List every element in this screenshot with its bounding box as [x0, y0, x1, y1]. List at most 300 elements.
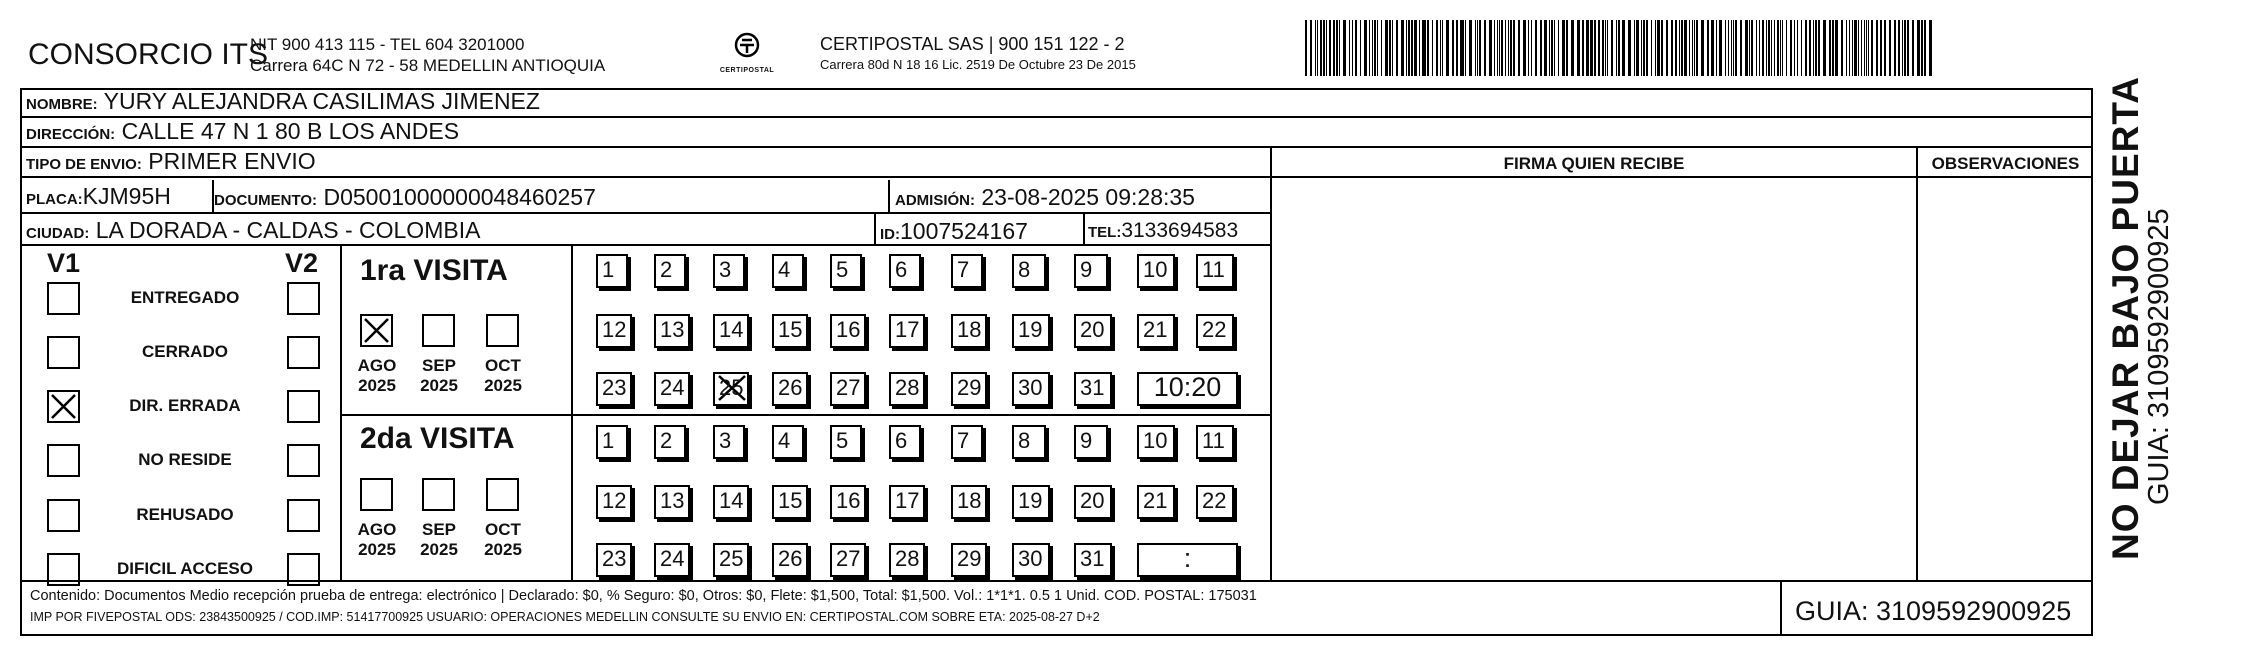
visit1-day[interactable]: 24: [654, 372, 690, 406]
barcode-bar: [1460, 20, 1461, 76]
barcode-bar: [1671, 20, 1673, 76]
barcode-bar: [1475, 20, 1477, 76]
barcode-bar: [1369, 20, 1370, 76]
document-number: D05001000000048460257: [323, 184, 596, 210]
visit2-day[interactable]: 21: [1137, 485, 1175, 519]
visit1-day[interactable]: 29: [951, 372, 987, 406]
visit2-day[interactable]: 8: [1012, 425, 1046, 459]
divider: [1270, 176, 2093, 178]
sender-name: CONSORCIO ITS: [28, 38, 269, 71]
id-cell: ID:1007524167: [880, 218, 1028, 244]
visit2-month-label: [478, 520, 528, 560]
barcode-bar: [1315, 20, 1316, 76]
visit1-day[interactable]: 12: [596, 314, 632, 348]
visit2-day[interactable]: 30: [1012, 543, 1050, 577]
barcode-bar: [1562, 20, 1565, 76]
barcode-bar: [1871, 20, 1873, 76]
side-guia: GUIA: 3109592900925: [2143, 208, 2175, 505]
city: LA DORADA - CALDAS - COLOMBIA: [95, 217, 481, 243]
visit1-day[interactable]: 5: [830, 254, 862, 288]
observaciones-header: OBSERVACIONES: [1931, 154, 2080, 173]
sender-nit: NIT 900 413 115 - TEL 604 3201000: [250, 35, 525, 54]
visit1-month-checkbox[interactable]: [422, 314, 455, 347]
visit2-day[interactable]: 9: [1074, 425, 1108, 459]
barcode-bar: [1510, 20, 1512, 76]
month-year: 2025: [358, 540, 396, 559]
visit1-day[interactable]: 2: [654, 254, 686, 288]
barcode-bar: [1540, 20, 1542, 76]
visit2-day[interactable]: 28: [889, 543, 925, 577]
barcode-bar: [1694, 20, 1695, 76]
barcode-bar: [1419, 20, 1420, 76]
visit2-month-label: [352, 520, 402, 560]
barcode-bar: [1549, 20, 1551, 76]
barcode-bar: [1392, 20, 1393, 76]
barcode-bar: [1657, 20, 1660, 76]
barcode-bar: [1594, 20, 1597, 76]
barcode-bar: [1535, 20, 1537, 76]
visit1-day[interactable]: 8: [1012, 254, 1046, 288]
v1-checkbox[interactable]: [47, 499, 80, 532]
barcode-bar: [1505, 20, 1506, 76]
barcode-bar: [1835, 20, 1838, 76]
barcode-bar: [1797, 20, 1799, 76]
barcode-bar: [1759, 20, 1760, 76]
barcode-bar: [1766, 20, 1767, 76]
barcode-bar: [1805, 20, 1807, 76]
barcode-bar: [1523, 20, 1526, 76]
month-name: OCT: [485, 356, 521, 375]
visit1-time[interactable]: 10:20: [1137, 372, 1238, 406]
side-warning: NO DEJAR BAJO PUERTA: [2105, 76, 2146, 560]
v2-header: V2: [285, 248, 319, 278]
barcode-bar: [1320, 20, 1322, 76]
barcode-bar: [1469, 20, 1472, 76]
visit1-day[interactable]: 9: [1074, 254, 1108, 288]
carrier-name: CERTIPOSTAL SAS | 900 151 122 - 2: [820, 34, 1125, 54]
barcode-bar: [1876, 20, 1878, 76]
barcode-bar: [1854, 20, 1857, 76]
barcode-bar: [1780, 20, 1781, 76]
v2-checkbox[interactable]: [287, 553, 320, 586]
status-label: DIR. ERRADA: [129, 396, 241, 415]
visit2-month-label: [414, 520, 464, 560]
month-year: 2025: [484, 376, 522, 395]
barcode-bar: [1544, 20, 1547, 76]
visit1-month-checkbox[interactable]: [360, 314, 393, 347]
barcode-bar: [1849, 20, 1851, 76]
barcode-bar: [1696, 20, 1699, 76]
barcode-bar: [1377, 20, 1378, 76]
barcode-bar: [1440, 20, 1441, 76]
recipient-address: CALLE 47 N 1 80 B LOS ANDES: [121, 118, 460, 144]
visit2-day[interactable]: 1: [596, 425, 628, 459]
recipient-id: 1007524167: [900, 218, 1028, 244]
barcode-bar: [1577, 20, 1580, 76]
barcode-bar: [1904, 20, 1907, 76]
barcode-bar: [1675, 20, 1677, 76]
barcode-bar: [1427, 20, 1429, 76]
visit2-day[interactable]: 29: [951, 543, 987, 577]
barcode-bar: [1423, 20, 1426, 76]
status-label: REHUSADO: [136, 505, 234, 524]
row-nombre: NOMBRE: YURY ALEJANDRA CASILIMAS JIMENEZ: [20, 88, 2093, 118]
barcode-bar: [1912, 20, 1914, 76]
divider: [571, 246, 573, 580]
barcode-bar: [1711, 20, 1714, 76]
barcode-bar: [1489, 20, 1492, 76]
barcode-bar: [1582, 20, 1585, 76]
barcode-bar: [1866, 20, 1867, 76]
barcode-bar: [1432, 20, 1433, 76]
barcode-bar: [1868, 20, 1869, 76]
barcode-bar: [1571, 20, 1574, 76]
barcode-bar: [1661, 20, 1663, 76]
barcode-bar: [1385, 20, 1388, 76]
barcode-bar: [1719, 20, 1722, 76]
barcode-bar: [1329, 20, 1332, 76]
visit2-day[interactable]: 14: [713, 485, 749, 519]
barcode-bar: [1528, 20, 1529, 76]
barcode-bar: [1336, 20, 1338, 76]
barcode-bar: [1628, 20, 1631, 76]
barcode-bar: [1902, 20, 1903, 76]
visit1-month-label: [352, 356, 402, 396]
visit2-day[interactable]: 10: [1137, 425, 1175, 459]
barcode-bar: [1567, 20, 1568, 76]
barcode-bar: [1497, 20, 1498, 76]
admission-date: 23-08-2025 09:28:35: [981, 184, 1195, 210]
visit1-day[interactable]: 31: [1074, 372, 1112, 406]
divider: [20, 580, 2093, 582]
barcode-bar: [1484, 20, 1486, 76]
visit1-day[interactable]: 6: [889, 254, 921, 288]
barcode-bar: [1716, 20, 1717, 76]
visit2-day[interactable]: 18: [951, 485, 987, 519]
visit2-day[interactable]: 20: [1074, 485, 1112, 519]
recipient-phone: 3133694583: [1121, 219, 1239, 242]
visit2-day[interactable]: 25: [713, 543, 749, 577]
barcode-bar: [1364, 20, 1367, 76]
visit2-day[interactable]: 16: [830, 485, 866, 519]
barcode-bar: [1551, 20, 1553, 76]
barcode-bar: [1666, 20, 1669, 76]
shipment-type: PRIMER ENVIO: [148, 148, 316, 174]
barcode-bar: [1452, 20, 1454, 76]
visit1-month-checkbox[interactable]: [486, 314, 519, 347]
visit2-day[interactable]: 15: [772, 485, 808, 519]
barcode-bar: [1401, 20, 1404, 76]
barcode-bar: [1461, 20, 1464, 76]
barcode-bar: [1605, 20, 1606, 76]
visit2-day[interactable]: 27: [830, 543, 866, 577]
barcode-bar: [1374, 20, 1376, 76]
firma-header: FIRMA QUIEN RECIBE: [1503, 154, 1685, 173]
barcode-bar: [1790, 20, 1792, 76]
divider: [874, 214, 876, 246]
barcode-bar: [1929, 20, 1932, 76]
barcode-bar: [1499, 20, 1500, 76]
v2-checkbox[interactable]: [287, 444, 320, 477]
barcode-bar: [1518, 20, 1520, 76]
barcode-bar: [1894, 20, 1896, 76]
barcode-bar: [1692, 20, 1693, 76]
visit1-day[interactable]: 26: [772, 372, 808, 406]
barcode-bar: [1733, 20, 1734, 76]
footer-guia: GUIA: 3109592900925: [1795, 596, 2072, 626]
barcode-bar: [1749, 20, 1750, 76]
visit1-day[interactable]: 30: [1012, 372, 1050, 406]
visit1-day[interactable]: 22: [1196, 314, 1234, 348]
barcode-bar: [1864, 20, 1865, 76]
barcode-bar: [1756, 20, 1757, 76]
barcode-bar: [1636, 20, 1639, 76]
barcode-bar: [1740, 20, 1743, 76]
status-label: DIFICIL ACCESO: [116, 559, 253, 578]
status-label: NO RESIDE: [138, 450, 232, 469]
visit2-day[interactable]: 26: [772, 543, 808, 577]
v2-checkbox[interactable]: [287, 390, 320, 423]
month-name: AGO: [357, 520, 397, 539]
divider: [340, 246, 342, 580]
barcode-bar: [1590, 20, 1593, 76]
barcode-bar: [1558, 20, 1559, 76]
barcode-bar: [1774, 20, 1775, 76]
barcode-bar: [1762, 20, 1764, 76]
barcode-bar: [1501, 20, 1503, 76]
barcode-bar: [1323, 20, 1325, 76]
month-name: SEP: [421, 356, 457, 375]
barcode-bar: [1479, 20, 1481, 76]
v1-checkbox[interactable]: [47, 553, 80, 586]
barcode-bar: [1349, 20, 1351, 76]
barcode-bar: [1782, 20, 1783, 76]
barcode-bar: [1735, 20, 1737, 76]
visit2-day[interactable]: 6: [889, 425, 921, 459]
barcode-bar: [1889, 20, 1892, 76]
visit2-day[interactable]: 24: [654, 543, 690, 577]
visit2-day[interactable]: 7: [951, 425, 983, 459]
barcode-bar: [1846, 20, 1847, 76]
visit2-day[interactable]: 22: [1196, 485, 1234, 519]
month-name: SEP: [421, 520, 457, 539]
v1-checkbox[interactable]: [47, 444, 80, 477]
visit2-month-checkbox[interactable]: [486, 478, 519, 511]
status-label: CERRADO: [142, 342, 228, 361]
barcode-bar: [1389, 20, 1392, 76]
month-name: AGO: [357, 356, 397, 375]
month-year: 2025: [358, 376, 396, 395]
visit2-day[interactable]: 12: [596, 485, 632, 519]
visit1-day[interactable]: 16: [830, 314, 866, 348]
visit2-title: 2da VISITA: [360, 422, 515, 455]
barcode-bar: [1924, 20, 1926, 76]
barcode-bar: [1494, 20, 1496, 76]
barcode-bar: [1801, 20, 1802, 76]
visit2-day[interactable]: 2: [654, 425, 686, 459]
divider: [1780, 580, 1782, 636]
row-placa: PLACA:KJM95H: [20, 178, 1270, 214]
row-tipo: TIPO DE ENVIO: PRIMER ENVIO: [20, 148, 1270, 178]
visit1-day[interactable]: 3: [713, 254, 745, 288]
certipostal-logo: CERTIPOSTAL: [712, 32, 782, 74]
barcode-bar: [1655, 20, 1656, 76]
visit2-month-checkbox[interactable]: [422, 478, 455, 511]
visit2-day[interactable]: 4: [772, 425, 804, 459]
visit1-day[interactable]: 11: [1196, 254, 1234, 288]
barcode-bar: [1414, 20, 1417, 76]
barcode-bar: [1396, 20, 1398, 76]
footer-print-info: IMP POR FIVEPOSTAL ODS: 23843500925 / COD.IMP: 51417700925 USUARIO: OPERACIONES MEDELLIN CONSULTE SU ENVIO EN: CERTIPOSTAL.COM SOBRE ETA: 2025-08-27 D+2: [30, 610, 1100, 624]
visit2-day[interactable]: 31: [1074, 543, 1112, 577]
visit1-day[interactable]: 7: [951, 254, 983, 288]
visit1-day[interactable]: 14: [713, 314, 749, 348]
visit2-day[interactable]: 19: [1012, 485, 1050, 519]
v1-checkbox[interactable]: [47, 336, 80, 369]
barcode-bar: [1554, 20, 1555, 76]
visit1-day[interactable]: 10: [1137, 254, 1175, 288]
barcode-bar: [1360, 20, 1361, 76]
v2-checkbox[interactable]: [287, 282, 320, 315]
barcode-bar: [1446, 20, 1449, 76]
plate: KJM95H: [82, 183, 171, 209]
barcode-bar: [1381, 20, 1382, 76]
row-direccion: DIRECCIÓN: CALLE 47 N 1 80 B LOS ANDES: [20, 118, 2093, 148]
visit1-day[interactable]: 4: [772, 254, 804, 288]
barcode-bar: [1731, 20, 1732, 76]
barcode-bar: [1809, 20, 1811, 76]
visit1-day[interactable]: 23: [596, 372, 632, 406]
visit1-day[interactable]: 17: [889, 314, 925, 348]
month-year: 2025: [420, 540, 458, 559]
divider: [1083, 214, 1085, 246]
barcode-bar: [1611, 20, 1613, 76]
sender-details: [250, 34, 605, 76]
barcode-bar: [1852, 20, 1853, 76]
barcode-bar: [1622, 20, 1625, 76]
barcode-bar: [1768, 20, 1770, 76]
barcode-bar: [1751, 20, 1753, 76]
barcode-bar: [1858, 20, 1859, 76]
barcode-bar: [1725, 20, 1726, 76]
barcode-bar: [1646, 20, 1648, 76]
barcode-bar: [1841, 20, 1843, 76]
barcode-bar: [1701, 20, 1704, 76]
barcode-bar: [1777, 20, 1780, 76]
barcode-bar: [1829, 20, 1831, 76]
barcode-bar: [1813, 20, 1814, 76]
divider: [1916, 148, 1918, 580]
barcode-bar: [1616, 20, 1617, 76]
visit2-time[interactable]: :: [1137, 543, 1238, 577]
barcode-bar: [1818, 20, 1820, 76]
v2-checkbox[interactable]: [287, 499, 320, 532]
barcode-bar: [1684, 20, 1687, 76]
barcode-bar: [1317, 20, 1318, 76]
v1-checkbox[interactable]: [47, 390, 80, 423]
barcode-bar: [1794, 20, 1795, 76]
barcode-bar: [1832, 20, 1835, 76]
barcode-bar: [1305, 20, 1307, 76]
visit2-day[interactable]: 11: [1196, 425, 1234, 459]
barcode-bar: [1641, 20, 1642, 76]
barcode-bar: [1861, 20, 1862, 76]
barcode-bar: [1643, 20, 1645, 76]
barcode: [1305, 20, 1935, 76]
documento-cell: DOCUMENTO: D05001000000048460257: [214, 184, 596, 210]
barcode-bar: [1786, 20, 1787, 76]
barcode-bar: [1339, 20, 1340, 76]
barcode-bar: [1771, 20, 1772, 76]
barcode-bar: [1745, 20, 1748, 76]
barcode-bar: [1531, 20, 1533, 76]
barcode-bar: [1679, 20, 1680, 76]
divider: [212, 180, 214, 214]
month-year: 2025: [484, 540, 522, 559]
barcode-bar: [1634, 20, 1635, 76]
barcode-bar: [1602, 20, 1604, 76]
visit2-day[interactable]: 17: [889, 485, 925, 519]
visit1-day[interactable]: 1: [596, 254, 628, 288]
row-ciudad: CIUDAD: LA DORADA - CALDAS - COLOMBIA: [20, 214, 1270, 246]
certipostal-logo-icon: [730, 32, 764, 62]
visit1-month-label: [478, 356, 528, 396]
v1-checkbox[interactable]: [47, 282, 80, 315]
barcode-bar: [1815, 20, 1818, 76]
barcode-bar: [1598, 20, 1600, 76]
barcode-bar: [1707, 20, 1709, 76]
visit2-day[interactable]: 5: [830, 425, 862, 459]
visit1-day[interactable]: 28: [889, 372, 925, 406]
visit2-day[interactable]: 13: [654, 485, 690, 519]
visit2-day[interactable]: 23: [596, 543, 632, 577]
divider: [1270, 148, 1272, 580]
day-number: 25: [719, 375, 744, 400]
barcode-bar: [1880, 20, 1882, 76]
visit1-day[interactable]: [713, 372, 749, 406]
barcode-bar: [1823, 20, 1826, 76]
visit1-day[interactable]: 21: [1137, 314, 1175, 348]
barcode-bar: [1898, 20, 1900, 76]
barcode-bar: [1352, 20, 1353, 76]
visit1-title: 1ra VISITA: [360, 254, 508, 287]
barcode-bar: [1355, 20, 1357, 76]
barcode-bar: [1310, 20, 1312, 76]
barcode-bar: [1566, 20, 1567, 76]
visit1-day[interactable]: 19: [1012, 314, 1050, 348]
barcode-bar: [1333, 20, 1335, 76]
visit1-day[interactable]: 15: [772, 314, 808, 348]
barcode-bar: [1728, 20, 1729, 76]
barcode-bar: [1411, 20, 1413, 76]
visit2-month-checkbox[interactable]: [360, 478, 393, 511]
barcode-bar: [1689, 20, 1690, 76]
visit1-day[interactable]: 18: [951, 314, 987, 348]
barcode-bar: [1422, 20, 1423, 76]
v2-checkbox[interactable]: [287, 336, 320, 369]
status-label: ENTREGADO: [130, 288, 240, 307]
barcode-bar: [1651, 20, 1653, 76]
tel-cell: TEL:3133694583: [1088, 219, 1239, 242]
visit2-day[interactable]: 3: [713, 425, 745, 459]
visit1-day[interactable]: 13: [654, 314, 690, 348]
barcode-bar: [1917, 20, 1920, 76]
barcode-bar: [1884, 20, 1886, 76]
visit1-day[interactable]: 20: [1074, 314, 1112, 348]
v1-header: V1: [47, 248, 81, 278]
barcode-bar: [1508, 20, 1509, 76]
visit1-day[interactable]: 27: [830, 372, 866, 406]
